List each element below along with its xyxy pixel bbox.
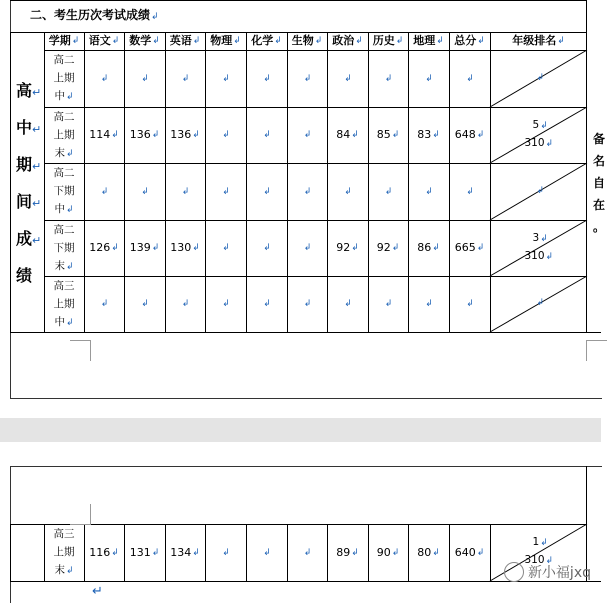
score-cell: ↲ <box>141 186 149 197</box>
score-cell: 665 ↲ <box>454 241 485 254</box>
right-edge-char: 自 <box>593 176 606 190</box>
score-cell: ↲ <box>466 186 474 197</box>
rank-total: 310↲ <box>524 137 554 149</box>
score-cell: ↲ <box>263 243 271 253</box>
score-cell: ↲ <box>303 130 312 140</box>
rank-empty: ↲ <box>536 298 545 308</box>
column-header: 语文 ↲ <box>88 34 120 47</box>
score-cell: 83 ↲ <box>417 128 440 141</box>
term-cell: 高二 上期 末↲ <box>53 110 75 159</box>
score-cell: ↲ <box>222 547 230 558</box>
score-cell: 92 ↲ <box>336 241 359 254</box>
score-cell: ↲ <box>425 186 433 197</box>
right-edge-char: 。 <box>593 220 606 234</box>
rank-total: 310↲ <box>524 250 554 262</box>
rank-diagonal <box>490 220 587 276</box>
score-cell: 90 ↲ <box>376 545 400 559</box>
score-cell: 134 ↲ <box>170 545 200 559</box>
score-cell: ↲ <box>263 547 271 558</box>
page-gap <box>0 418 601 442</box>
score-cell: ↲ <box>466 73 474 84</box>
rank-diagonal <box>490 107 587 163</box>
score-cell: ↲ <box>141 299 149 309</box>
score-cell: 126 ↲ <box>89 241 119 254</box>
rank-diagonal-line <box>490 107 587 163</box>
score-cell: 130 ↲ <box>170 241 200 254</box>
score-cell: ↲ <box>344 73 352 84</box>
score-cell: 131 ↲ <box>129 545 160 559</box>
right-edge-char: 名 <box>593 154 606 168</box>
rank-total: 310↲ <box>524 554 554 566</box>
score-cell: 80 ↲ <box>417 545 440 559</box>
side-label-char: 中↵ <box>16 118 42 137</box>
side-label-char: 绩 <box>16 266 33 285</box>
score-cell: ↲ <box>344 186 352 197</box>
paragraph-mark-icon: ↵ <box>92 584 103 599</box>
right-edge-char: 在 <box>593 198 606 212</box>
column-header: 化学 ↲ <box>251 34 282 47</box>
term-cell: 高三 上期 末↲ <box>53 528 75 576</box>
score-cell: 89 ↲ <box>336 545 359 559</box>
term-cell: 高二 上期 中↲ <box>53 54 75 102</box>
column-header: 学期 ↲ <box>48 34 80 47</box>
score-cell: ↲ <box>303 243 312 253</box>
score-cell: ↲ <box>263 130 271 140</box>
column-header: 地理 ↲ <box>413 34 444 47</box>
score-cell: ↲ <box>222 186 230 197</box>
table-border <box>10 524 11 581</box>
wechat-logo-icon <box>504 562 524 582</box>
score-cell: ↲ <box>303 73 312 84</box>
rank-empty: ↲ <box>536 72 545 83</box>
score-cell: 114 ↲ <box>89 128 119 141</box>
side-label-char: 高↵ <box>16 81 42 100</box>
column-header: 总分 ↲ <box>454 34 485 47</box>
section-title: 二、考生历次考试成绩↲ <box>30 8 159 22</box>
column-header: 政治 ↲ <box>332 34 363 47</box>
score-cell: ↲ <box>181 73 190 84</box>
score-cell: ↲ <box>263 186 271 197</box>
score-cell: 84 ↲ <box>336 128 359 141</box>
rank-value: 3↲ <box>532 232 548 244</box>
score-cell: 86 ↲ <box>417 241 440 254</box>
term-cell: 高二 下期 中↲ <box>53 167 75 215</box>
score-cell: ↲ <box>425 299 433 309</box>
watermark: 新小福jxq <box>504 562 591 582</box>
score-cell: 85 ↲ <box>376 128 400 141</box>
score-cell: ↲ <box>384 186 393 197</box>
side-label-vertical <box>16 72 44 294</box>
score-cell: ↲ <box>222 243 230 253</box>
score-cell: ↲ <box>425 73 433 84</box>
column-header: 年级排名 ↲ <box>512 34 565 47</box>
score-cell: ↲ <box>466 299 474 309</box>
score-cell: 139 ↲ <box>129 241 160 254</box>
table-border <box>10 32 11 332</box>
score-cell: ↲ <box>222 73 230 84</box>
term-cell: 高二 下期 末↲ <box>53 223 75 272</box>
crop-mark <box>70 340 91 361</box>
table-border <box>10 332 601 333</box>
table-border <box>10 0 587 1</box>
score-cell: ↲ <box>344 299 352 309</box>
side-label-char: 间↵ <box>16 192 42 211</box>
term-cell: 高三 上期 中↲ <box>53 279 75 328</box>
side-label-char: 期↵ <box>16 155 42 174</box>
score-cell: ↲ <box>100 73 109 84</box>
right-edge-char: 备 <box>593 132 606 146</box>
score-cell: ↲ <box>303 547 312 558</box>
score-cell: ↲ <box>222 130 230 140</box>
score-cell: ↲ <box>263 73 271 84</box>
column-header: 物理 ↲ <box>210 34 241 47</box>
score-cell: ↲ <box>303 299 312 309</box>
score-cell: ↲ <box>384 299 393 309</box>
score-cell: 640 ↲ <box>454 545 485 559</box>
score-cell: 648 ↲ <box>454 128 485 141</box>
score-cell: ↲ <box>100 186 109 197</box>
score-cell: ↲ <box>222 299 230 309</box>
column-header: 数学 ↲ <box>129 34 160 47</box>
score-cell: ↲ <box>384 73 393 84</box>
column-header: 英语 ↲ <box>169 34 201 47</box>
score-cell: 136 ↲ <box>170 128 200 141</box>
rank-diagonal-line <box>490 220 587 276</box>
score-cell: ↲ <box>263 299 271 309</box>
rank-value: 5↲ <box>532 119 548 131</box>
side-label-char: 成↵ <box>16 229 42 248</box>
crop-mark <box>586 340 607 361</box>
score-cell: ↲ <box>181 186 190 197</box>
score-cell: 136 ↲ <box>129 128 160 141</box>
score-cell: ↲ <box>181 299 190 309</box>
rank-empty: ↲ <box>536 185 545 196</box>
column-header: 生物 ↲ <box>291 34 323 47</box>
rank-value: 1↲ <box>532 536 548 548</box>
score-cell: 92 ↲ <box>376 241 400 254</box>
score-cell: ↲ <box>141 73 149 84</box>
score-cell: ↲ <box>100 299 109 309</box>
column-header: 历史 ↲ <box>372 34 404 47</box>
crop-mark <box>70 504 91 525</box>
score-cell: ↲ <box>303 186 312 197</box>
score-cell: 116 ↲ <box>89 545 119 559</box>
